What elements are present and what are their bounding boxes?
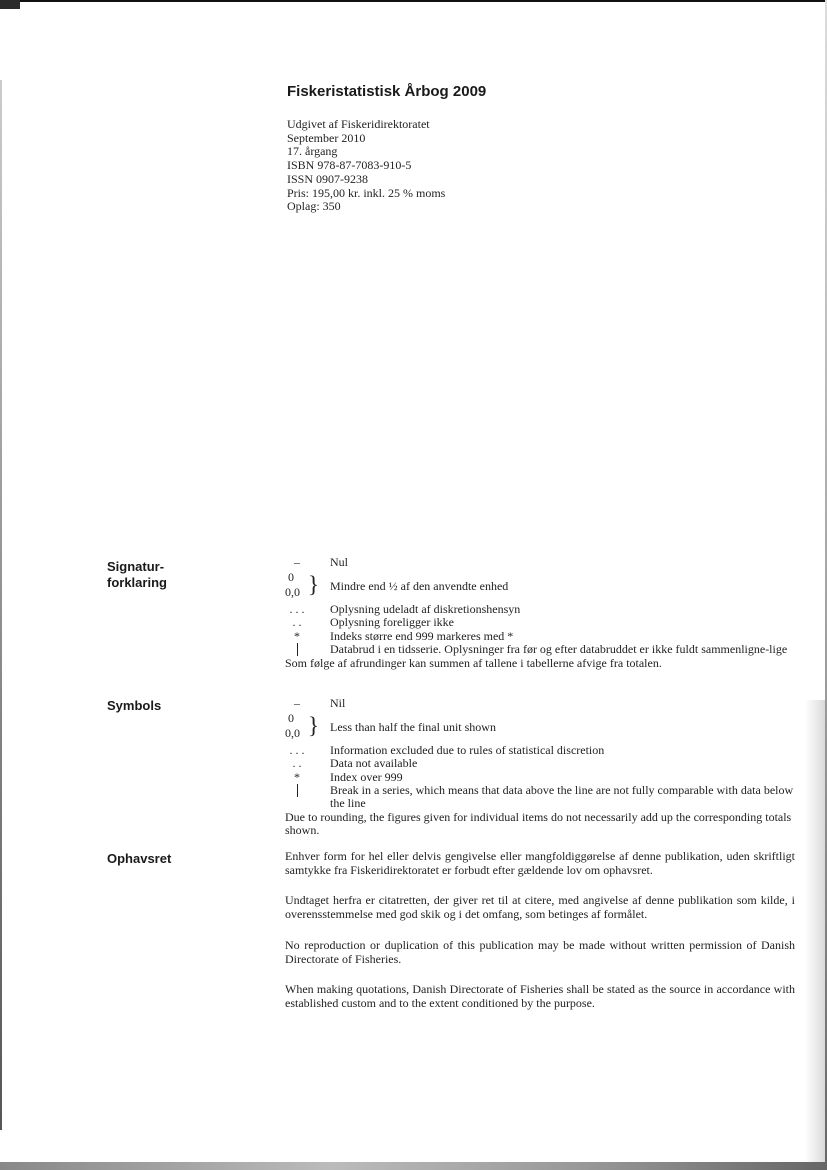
rounding-note: Som følge af afrundinger kan summen af tallene i tabellerne afvige fra totalen. bbox=[285, 656, 662, 671]
colophon-isbn: ISBN 978-87-7083-910-5 bbox=[287, 158, 412, 173]
signatur-heading-line1: Signatur- bbox=[107, 559, 165, 574]
colophon-price: Pris: 195,00 kr. inkl. 25 % moms bbox=[287, 185, 446, 200]
legend-row-less-than-half bbox=[285, 570, 800, 600]
scan-edge-left bbox=[0, 80, 2, 1130]
signatur-legend bbox=[285, 556, 800, 670]
rounding-note: Due to rounding, the figures given for individual items do not necessarily add up the corresponding totals shown. bbox=[285, 810, 792, 838]
brace-mark: } bbox=[308, 713, 320, 739]
copyright-paragraph-4: When making quotations, Danish Directorate of Fisheries shall be stated as the source in accordance with established custom and to the extent conditioned by the purpose. bbox=[285, 982, 795, 1010]
nil-text: Nul bbox=[330, 555, 348, 569]
discretion-text: Oplysning udeladt af diskretionshensyn bbox=[330, 602, 521, 617]
colophon-date: September 2010 bbox=[287, 130, 366, 145]
brace-mark: } bbox=[308, 572, 320, 598]
symbols-legend bbox=[285, 697, 800, 838]
three-dots-mark: . . . bbox=[289, 743, 305, 758]
legend-row-break bbox=[285, 784, 800, 810]
index-text: Indeks større end 999 markeres med * bbox=[330, 628, 514, 643]
signatur-heading-line2: forklaring bbox=[107, 575, 167, 590]
less-than-half-text: Mindre end ½ af den anvendte enhed bbox=[330, 579, 509, 594]
signatur-heading bbox=[107, 559, 167, 591]
copyright-paragraph-2: Undtaget herfra er citatretten, der giver ret til at citere, med angivelse af denne publikation som kilde, i overensstemmelse med god skik og i det omfang, som betinges af formålet. bbox=[285, 893, 795, 921]
not-available-text: Data not available bbox=[330, 756, 418, 771]
colophon-publisher: Udgivet af Fiskeridirektoratet bbox=[287, 117, 430, 131]
nil-text: Nil bbox=[330, 696, 346, 710]
copyright-paragraph-3: No reproduction or duplication of this publication may be made without written permission of Danish Directorate of Fisheries. bbox=[285, 938, 795, 966]
break-bar-icon bbox=[285, 784, 309, 798]
ophavsret-heading: Ophavsret bbox=[107, 851, 172, 866]
scan-edge-bottom bbox=[0, 1162, 827, 1170]
break-bar-icon bbox=[285, 643, 309, 657]
colophon-issn: ISSN 0907-9238 bbox=[287, 171, 369, 186]
zero-mark: 0 bbox=[288, 570, 294, 585]
less-than-half-text: Less than half the final unit shown bbox=[330, 720, 496, 735]
break-text: Break in a series, which means that data above the line are not fully comparable with data below the line bbox=[330, 782, 794, 811]
two-dots-mark: . . bbox=[292, 756, 302, 771]
zero-decimal-mark: 0,0 bbox=[285, 585, 300, 600]
legend-row-nil bbox=[285, 697, 800, 710]
legend-row-nil bbox=[285, 556, 800, 569]
scan-corner-mark bbox=[0, 0, 20, 9]
not-available-text: Oplysning foreligger ikke bbox=[330, 615, 454, 630]
zero-mark: 0 bbox=[288, 711, 294, 726]
copyright-paragraph-1: Enhver form for hel eller delvis gengivelse eller mangfoldiggørelse af denne publikation, uden skriftligt samtykke fra Fiskeridirektoratet er forbudt efter gældende lov om ophavsret. bbox=[285, 849, 795, 877]
break-text: Databrud i en tidsserie. Oplysninger fra før og efter databruddet er ikke fuldt sammenligne-lige bbox=[330, 641, 788, 656]
scan-shadow bbox=[805, 700, 825, 1170]
legend-row-less-than-half bbox=[285, 711, 800, 741]
nil-mark: – bbox=[294, 555, 300, 569]
index-text: Index over 999 bbox=[330, 769, 403, 784]
asterisk-mark: * bbox=[294, 769, 300, 784]
colophon-print-run: Oplag: 350 bbox=[287, 199, 341, 214]
colophon-volume: 17. årgang bbox=[287, 144, 338, 159]
colophon bbox=[287, 118, 445, 214]
symbols-heading: Symbols bbox=[107, 698, 162, 713]
legend-row-break bbox=[285, 643, 800, 656]
scan-edge-top bbox=[0, 0, 827, 2]
two-dots-mark: . . bbox=[292, 615, 302, 630]
page-title: Fiskeristatistisk Årbog 2009 bbox=[287, 83, 487, 100]
asterisk-mark: * bbox=[294, 628, 300, 643]
zero-decimal-mark: 0,0 bbox=[285, 726, 300, 741]
discretion-text: Information excluded due to rules of statistical discretion bbox=[330, 743, 605, 758]
nil-mark: – bbox=[294, 696, 300, 710]
three-dots-mark: . . . bbox=[289, 602, 305, 617]
